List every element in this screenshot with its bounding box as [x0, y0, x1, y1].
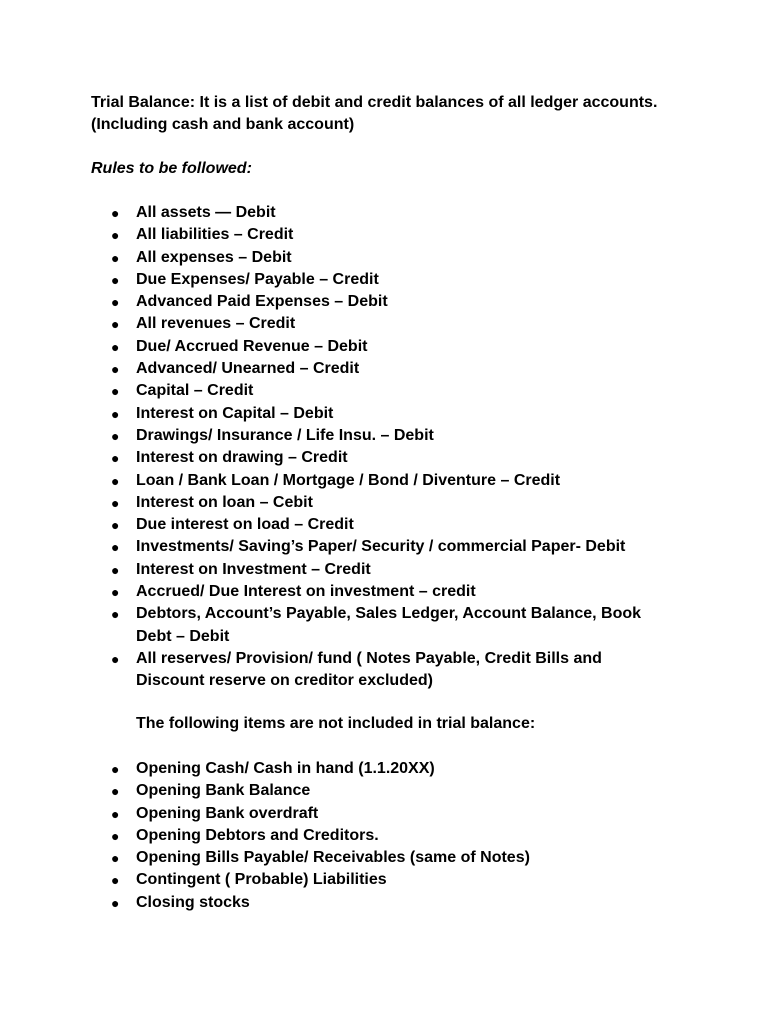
rule-item-text: All assets — Debit — [136, 204, 276, 221]
excluded-item-text: Contingent ( Probable) Liabilities — [136, 871, 387, 889]
rule-item — [0, 581, 696, 603]
intro-paragraph — [91, 92, 751, 137]
bullet-dot-icon: ● — [111, 249, 120, 266]
rule-item — [0, 313, 696, 335]
excluded-item — [0, 780, 696, 802]
rule-item — [0, 224, 696, 246]
excluded-item — [0, 847, 696, 869]
bullet-dot-icon: ● — [111, 405, 120, 422]
rule-item-text: Loan / Bank Loan / Mortgage / Bond / Diventure – Credit — [136, 471, 561, 489]
excluded-item-text: Closing stocks — [136, 893, 250, 911]
excluded-item-text: Opening Cash/ Cash in hand (1.1.20XX) — [136, 760, 435, 777]
rule-item-text: Interest on loan – Cebit — [136, 493, 313, 511]
rule-item — [0, 603, 696, 648]
bullet-dot-icon: ● — [111, 294, 120, 311]
bullet-dot-icon: ● — [111, 894, 120, 911]
rule-item-text: Advanced Paid Expenses – Debit — [136, 293, 388, 311]
rule-item-text: All liabilities – Credit — [136, 226, 294, 244]
rule-item-text: Interest on Investment – Credit — [136, 560, 371, 578]
rule-item — [0, 336, 696, 358]
rule-item — [0, 403, 696, 425]
bullet-dot-icon: ● — [111, 494, 120, 511]
rule-item-text: Due/ Accrued Revenue – Debit — [136, 337, 368, 355]
bullet-dot-icon: ● — [111, 761, 120, 777]
bullet-dot-icon: ● — [111, 850, 120, 867]
excluded-item-text: Opening Debtors and Creditors. — [136, 826, 379, 844]
rule-item-text: All expenses – Debit — [136, 248, 292, 266]
rule-item-text: Due Expenses/ Payable – Credit — [136, 270, 379, 288]
intro-line-1: Trial Balance: It is a list of debit and credit balances of all ledger accounts. — [91, 94, 658, 111]
excluded-heading: The following items are not included in trial balance: — [136, 715, 536, 732]
excluded-item — [0, 758, 696, 780]
rule-item — [0, 425, 696, 447]
bullet-dot-icon: ● — [111, 361, 120, 378]
bullet-dot-icon: ● — [111, 427, 120, 444]
rule-item — [0, 380, 696, 402]
rule-item — [0, 247, 696, 269]
excluded-item-text: Opening Bills Payable/ Receivables (same of Notes) — [136, 849, 530, 867]
bullet-dot-icon: ● — [111, 650, 120, 667]
rule-item — [0, 269, 696, 291]
rule-item-text: Advanced/ Unearned – Credit — [136, 360, 360, 378]
rule-item — [0, 514, 696, 536]
bullet-dot-icon: ● — [111, 338, 120, 355]
bullet-dot-icon: ● — [111, 539, 120, 556]
rule-item-text: Due interest on load – Credit — [136, 516, 354, 534]
bullet-dot-icon: ● — [111, 383, 120, 400]
intro-line-2: (Including cash and bank account) — [91, 116, 355, 134]
rule-item — [0, 470, 696, 492]
rule-item-text: All revenues – Credit — [136, 315, 296, 333]
rule-item-text: Debt – Debit — [136, 627, 230, 645]
rule-item-text: Drawings/ Insurance / Life Insu. – Debit — [136, 426, 434, 444]
rule-item-text: Interest on Capital – Debit — [136, 404, 334, 422]
excluded-item-text: Opening Bank overdraft — [136, 804, 319, 822]
rule-item-text: All reserves/ Provision/ fund ( Notes Payable, Credit Bills and — [136, 649, 602, 667]
excluded-item — [0, 892, 696, 914]
bullet-dot-icon: ● — [111, 561, 120, 578]
excluded-item — [0, 869, 696, 891]
excluded-item — [0, 803, 696, 825]
bullet-dot-icon: ● — [111, 827, 120, 844]
bullet-dot-icon: ● — [111, 805, 120, 822]
excluded-items-list — [0, 758, 768, 914]
rule-item — [0, 202, 696, 224]
rule-item-text: Accrued/ Due Interest on investment – credit — [136, 583, 476, 601]
rules-heading: Rules to be followed: — [91, 160, 252, 177]
bullet-dot-icon: ● — [111, 227, 120, 244]
rules-list — [0, 202, 768, 693]
bullet-dot-icon: ● — [111, 450, 120, 467]
rule-item-text: Interest on drawing – Credit — [136, 449, 348, 467]
bullet-dot-icon: ● — [111, 606, 120, 623]
rule-item — [0, 559, 696, 581]
rule-item — [0, 492, 696, 514]
rule-item-text: Discount reserve on creditor excluded) — [136, 672, 433, 690]
rule-item — [0, 291, 696, 313]
excluded-item-text: Opening Bank Balance — [136, 782, 311, 800]
bullet-dot-icon: ● — [111, 872, 120, 889]
bullet-dot-icon: ● — [111, 783, 120, 800]
rule-item — [0, 536, 696, 558]
excluded-item — [0, 825, 696, 847]
bullet-dot-icon: ● — [111, 316, 120, 333]
bullet-dot-icon: ● — [111, 472, 120, 489]
bullet-dot-icon: ● — [111, 584, 120, 601]
rule-item — [0, 648, 696, 693]
bullet-dot-icon: ● — [111, 205, 120, 221]
rule-item — [0, 447, 696, 469]
bullet-dot-icon: ● — [111, 271, 120, 288]
rule-item-text: Capital – Credit — [136, 382, 254, 400]
rule-item-text: Investments/ Saving’s Paper/ Security / commercial Paper- Debit — [136, 538, 626, 556]
bullet-dot-icon: ● — [111, 517, 120, 534]
rule-item-text: Debtors, Account’s Payable, Sales Ledger, Account Balance, Book — [136, 605, 642, 623]
rule-item — [0, 358, 696, 380]
